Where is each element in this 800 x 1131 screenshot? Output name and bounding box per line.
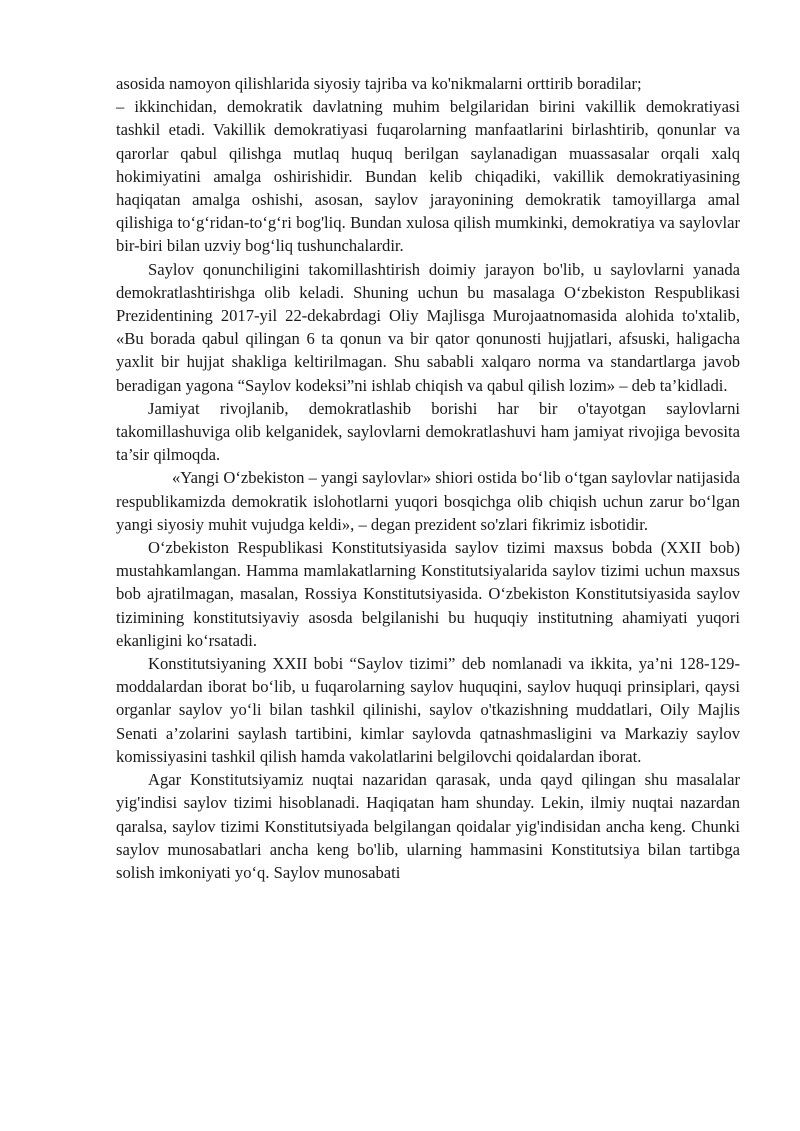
paragraph-4: Jamiyat rivojlanib, demokratlashib borishi har bir o'tayotgan saylovlarni takomillashuviga olib kelganidek, saylovlarni demokratlashuvi ham jamiyat rivojiga bevosita ta’sir qilmoqda. bbox=[116, 398, 740, 465]
paragraph-6: O‘zbekiston Respublikasi Konstitutsiyasida saylov tizimi maxsus bobda (XXII bob) mustahkamlangan. Hamma mamlakatlarning Konstitutsiyalarida saylov tizimi uchun maxsus bob ajratilmagan, masalan, Rossiya Konstitutsiyasida. O‘zbekiston Konstitutsiyasida saylov tizimining konstitutsiyaviy asosda belgilanishi bu huquqiy institutning ahamiyati yuqori ekanligini ko‘rsatadi. bbox=[116, 538, 740, 650]
paragraph-2: – ikkinchidan, demokratik davlatning muhim belgilaridan birini vakillik demokratiyasi tashkil etadi. Vakillik demokratiyasi fuqarolarning manfaatlarini birlashtirib, qonunlar va qarorlar qabul qilishga mutlaq huquq berilgan saylanadigan muassasalar orqali xalq hokimiyatini amalga oshirishidir. Bundan kelib chiqadiki, vakillik demokratiyasining haqiqatan amalga oshishi, asosan, saylov jarayonining demokratik tamoyillarga amal qilishiga to‘g‘ridan-to‘g‘ri bog'liq. Bundan xulosa qilish mumkinki, demokratiya va saylovlar bir-biri bilan uzviy bog‘liq tushunchalardir. bbox=[116, 97, 740, 256]
paragraph-1: asosida namoyon qilishlarida siyosiy tajriba va ko'nikmalarni orttirib boradilar; bbox=[116, 74, 642, 93]
paragraph-5: «Yangi O‘zbekiston – yangi saylovlar» shiori ostida bo‘lib o‘tgan saylovlar natijasida respublikamizda demokratik islohotlarni yuqori bosqichga olib chiqish uchun zarur bo‘lgan yangi siyosiy muhit vujudga keldi», – degan prezident so'zlari fikrimiz isbotidir. bbox=[116, 468, 740, 534]
paragraph-3: Saylov qonunchiligini takomillashtirish doimiy jarayon bo'lib, u saylovlarni yanada demokratlashtirishga olib keladi. Shuning uchun bu masalaga O‘zbekiston Respublikasi Prezidentining 2017-yil 22-dekabrdagi Oliy Majlisga Murojaatnomasida alohida to'xtalib, «Bu borada qabul qilingan 6 ta qonun va bir qator qonunosti hujjatlari, afsuski, haligacha yaxlit bir hujjat shakliga keltirilmagan. Shu sababli xalqaro norma va standartlarga javob beradigan yagona “Saylov kodeksi”ni ishlab chiqish va qabul qilish lozim» – deb ta’kidladi. bbox=[116, 259, 740, 395]
paragraph-8: Agar Konstitutsiyamiz nuqtai nazaridan qarasak, unda qayd qilingan shu masalalar yig'indisi saylov tizimi hisoblanadi. Haqiqatan ham shunday. Lekin, ilmiy nuqtai nazardan qaralsa, saylov tizimi Konstitutsiyada belgilangan qoidalar yig'indisidan ancha keng. Chunki saylov munosabatlari ancha keng bo'lib, ularning hammasini Konstitutsiya bilan tartibga solish imkoniyati yo‘q. Saylov munosabati bbox=[116, 770, 740, 882]
document-page bbox=[116, 72, 740, 884]
paragraph-7: Konstitutsiyaning XXII bobi “Saylov tizimi” deb nomlanadi va ikkita, ya’ni 128-129-moddalardan iborat bo‘lib, u fuqarolarning saylov huquqini, saylov huquqi prinsiplari, qaysi organlar saylov yo‘li bilan tashkil qilinishi, saylov o'tkazishning muddatlari, Oily Majlis Senati a’zolarini saylash tartibini, kimlar saylovda qatnashmasligini va Markaziy saylov komissiyasini tashkil qilish hamda vakolatlarini belgilovchi qoidalardan iborat. bbox=[116, 654, 740, 766]
